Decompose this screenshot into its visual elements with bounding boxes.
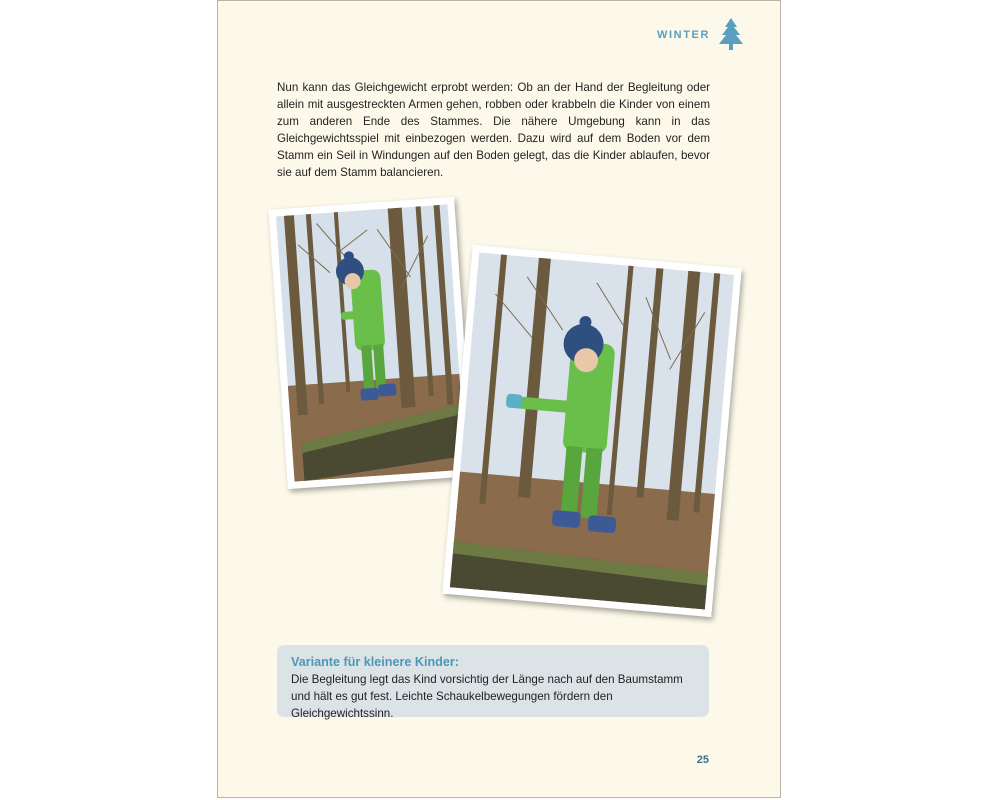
body-paragraph: Nun kann das Gleichgewicht erprobt werden: Ob an der Hand der Begleitung oder allein mit ausgestreckten Armen gehen, robben oder krabbeln die Kinder von einem zum anderen Ende des Stammes. Die nähere Umgebung kann in das Gleichgewichtsspiel mit einbezogen werden. Dazu wird auf dem Boden vor dem Stamm ein Seil in Windungen auf den Boden gelegt, das die Kinder ablaufen, bevor sie auf dem Stamm balancieren. (277, 81, 710, 180)
child-balancing-on-log-photo (450, 252, 734, 609)
photo-child-on-log-2 (442, 245, 741, 617)
info-box-text: Die Begleitung legt das Kind vorsichtig der Länge nach auf den Baumstamm und hält es gut fest. Leichte Schaukelbewegungen fördern den Gleichgewichtssinn. (291, 673, 683, 720)
section-label: WINTER (657, 29, 710, 41)
fir-tree-icon (716, 17, 746, 53)
variant-info-box (277, 645, 709, 720)
book-page (217, 0, 781, 798)
section-header (657, 17, 746, 53)
child-balancing-on-log-photo (276, 204, 466, 481)
photo-child-on-log-1 (268, 197, 473, 489)
info-box-title: Variante für kleinere Kinder: (291, 655, 459, 669)
page-number: 25 (696, 754, 709, 766)
